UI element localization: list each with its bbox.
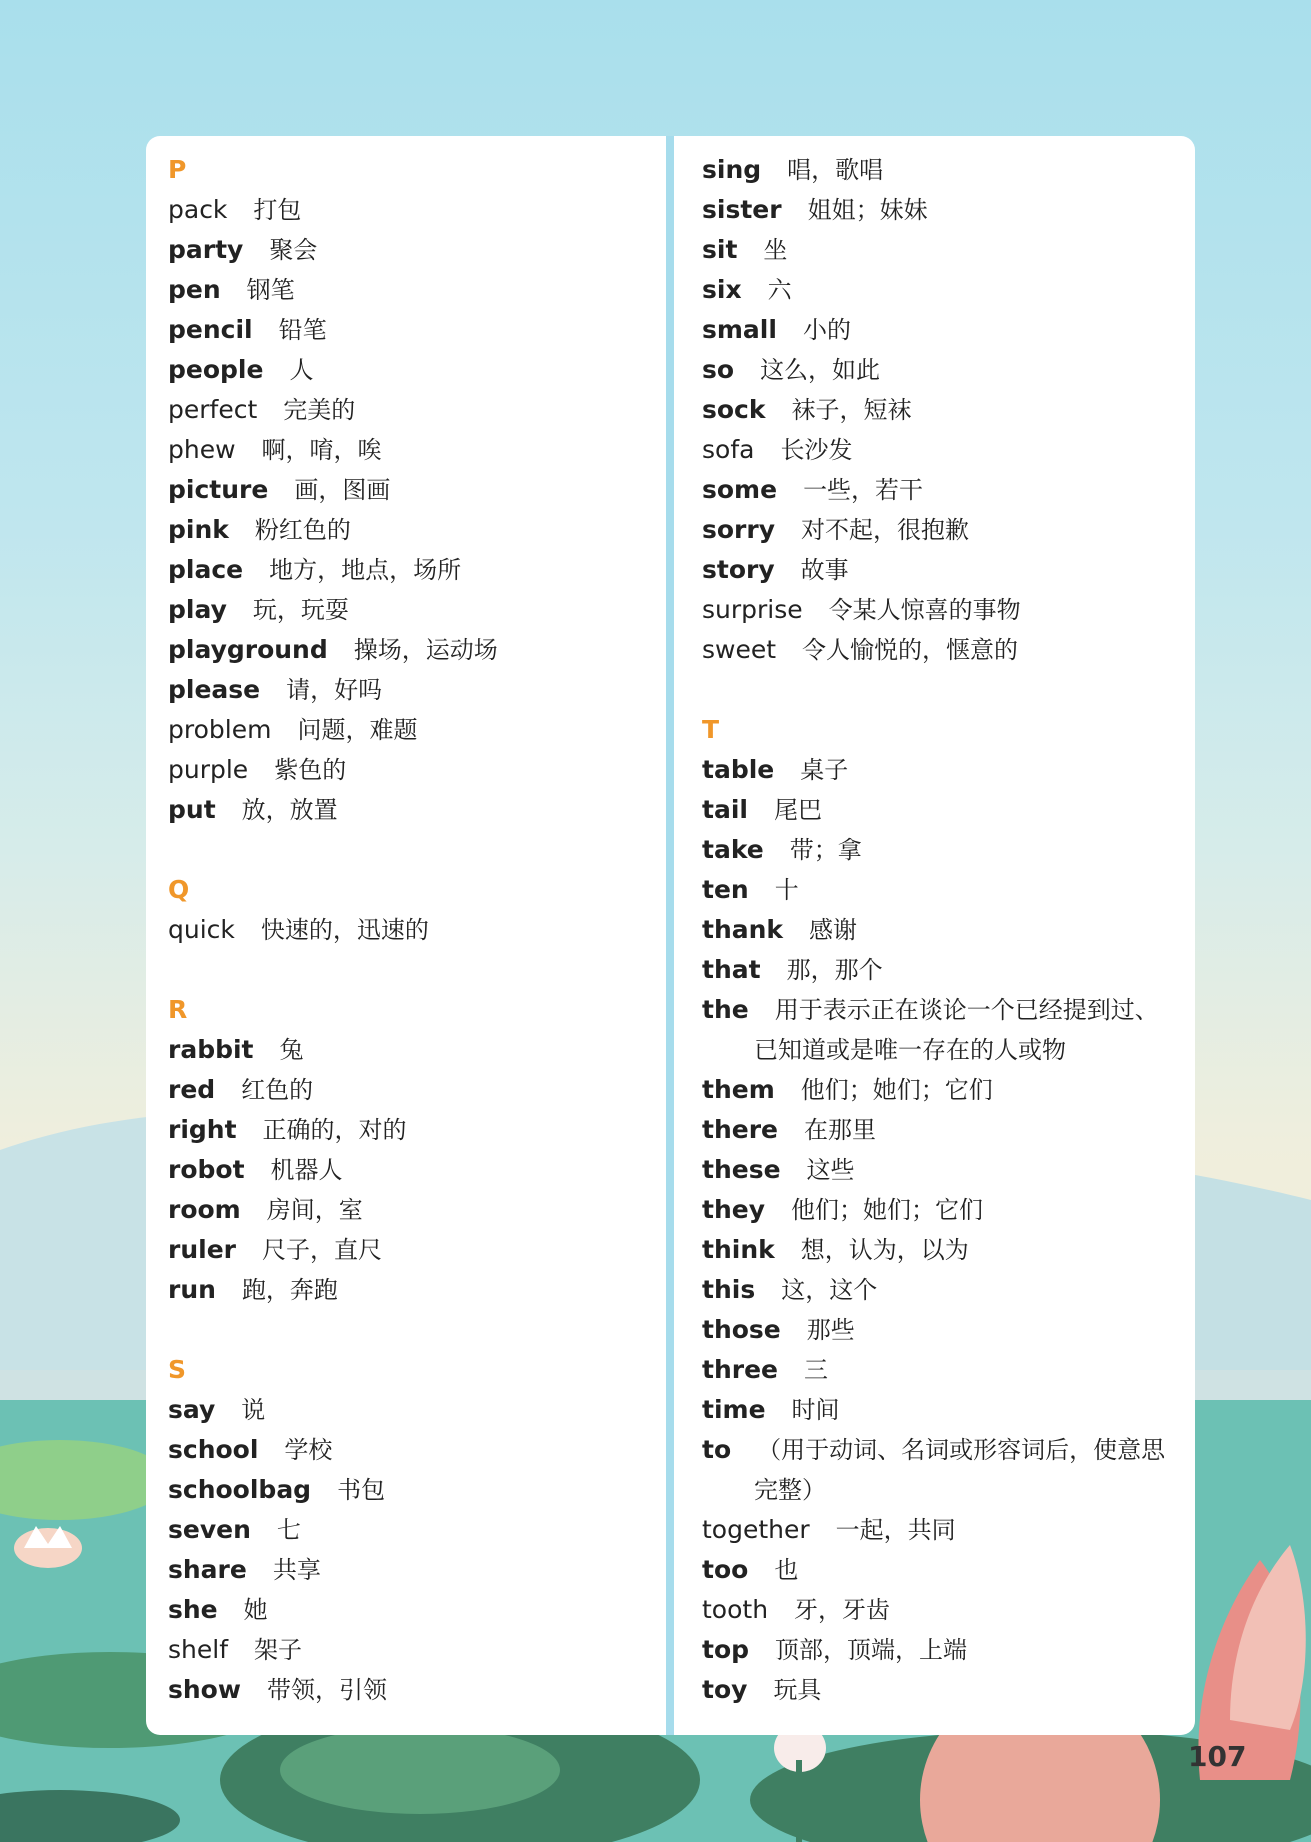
entry-meaning: 姐姐；妹妹: [807, 196, 928, 224]
entry-word: top: [702, 1635, 750, 1664]
entry-meaning: 三: [804, 1356, 828, 1384]
entry-meaning: 打包: [253, 196, 302, 224]
entry-meaning: 紫色的: [274, 756, 347, 784]
entry-meaning: 快速的，迅速的: [260, 916, 429, 944]
entry-meaning: 在那里: [804, 1116, 876, 1144]
right-column: [702, 150, 1172, 1710]
entry-some: [702, 470, 1172, 510]
entry-meaning: 他们；她们；它们: [800, 1076, 993, 1104]
entry-they: [702, 1190, 1172, 1230]
entry-meaning: 铅笔: [278, 316, 327, 344]
entry-word: put: [168, 795, 216, 824]
entry-red: [168, 1070, 648, 1110]
entry-meaning: 对不起，很抱歉: [801, 516, 970, 544]
entry-room: [168, 1190, 648, 1230]
entry-meaning: 桌子: [800, 756, 849, 784]
entry-meaning: （用于动词、名词或形容词后，使意思: [757, 1436, 1166, 1464]
entry-meaning-continued: 已知道或是唯一存在的人或物: [754, 1036, 1066, 1064]
entry-word: seven: [168, 1515, 251, 1544]
entry-word: some: [702, 475, 778, 504]
entry-word: tooth: [702, 1595, 769, 1624]
entry-robot: [168, 1150, 648, 1190]
entry-pencil: [168, 310, 648, 350]
entry-play: [168, 590, 648, 630]
entry-sister: [702, 190, 1172, 230]
entry-word: they: [702, 1195, 766, 1224]
entry-word: surprise: [702, 595, 803, 624]
entry-small: [702, 310, 1172, 350]
entry-word: place: [168, 555, 244, 584]
entry-shelf: [168, 1630, 648, 1670]
entry-meaning: 令人愉悦的，惬意的: [802, 636, 1019, 664]
entry-meaning: 长沙发: [780, 436, 853, 464]
entry-this: [702, 1270, 1172, 1310]
entry-that: [702, 950, 1172, 990]
entry-too: [702, 1550, 1172, 1590]
entry-word: table: [702, 755, 775, 784]
entry-meaning: 兔: [279, 1036, 304, 1064]
entry-to: [702, 1430, 1172, 1510]
entry-meaning: 十: [774, 876, 799, 904]
entry-meaning: 那，那个: [786, 956, 883, 984]
entry-meaning: 地方，地点，场所: [269, 556, 462, 584]
entry-meaning: 感谢: [809, 916, 858, 944]
entry-word: quick: [168, 915, 235, 944]
entry-purple: [168, 750, 648, 790]
entry-word: please: [168, 675, 261, 704]
entry-meaning: 玩具: [773, 1676, 822, 1704]
entry-meaning: 唱，歌唱: [787, 156, 884, 184]
entry-those: [702, 1310, 1172, 1350]
entry-word: sing: [702, 155, 762, 184]
entry-meaning: 放，放置: [241, 796, 338, 824]
entry-quick: [168, 910, 648, 950]
entry-top: [702, 1630, 1172, 1670]
entry-meaning: 坐: [763, 236, 788, 264]
entry-word: play: [168, 595, 227, 624]
entry-place: [168, 550, 648, 590]
entry-meaning: 画，图画: [294, 476, 391, 504]
column-divider: [666, 136, 674, 1735]
entry-word: that: [702, 955, 761, 984]
entry-meaning: 架子: [254, 1636, 302, 1664]
page-number: 107: [1188, 1740, 1247, 1773]
left-column: [168, 150, 648, 1710]
entry-word: six: [702, 275, 742, 304]
entry-meaning: 钢笔: [246, 276, 295, 304]
entry-meaning: 七: [276, 1516, 301, 1544]
entry-word: the: [702, 995, 749, 1024]
entry-meaning: 尺子，直尺: [261, 1236, 382, 1264]
entry-word: say: [168, 1395, 216, 1424]
entry-playground: [168, 630, 648, 670]
entry-ten: [702, 870, 1172, 910]
entry-word: ruler: [168, 1235, 236, 1264]
entry-word: think: [702, 1235, 775, 1264]
entry-problem: [168, 710, 648, 750]
entry-rabbit: [168, 1030, 648, 1070]
entry-word: this: [702, 1275, 756, 1304]
entry-meaning: 操场，运动场: [353, 636, 498, 664]
entry-she: [168, 1590, 648, 1630]
entry-meaning: 小的: [802, 316, 851, 344]
entry-meaning: 啊，唷，唉: [261, 436, 382, 464]
entry-word: playground: [168, 635, 328, 664]
entry-the: [702, 990, 1172, 1070]
entry-meaning: 问题，难题: [297, 716, 418, 744]
entry-meaning-continued: 完整）: [754, 1476, 826, 1504]
section-letter-p: P: [168, 155, 187, 184]
entry-table: [702, 750, 1172, 790]
entry-word: there: [702, 1115, 778, 1144]
entry-meaning: 红色的: [241, 1076, 314, 1104]
entry-meaning: 完美的: [283, 396, 356, 424]
entry-word: school: [168, 1435, 259, 1464]
entry-word: rabbit: [168, 1035, 254, 1064]
entry-word: sister: [702, 195, 782, 224]
entry-meaning: 人: [289, 356, 314, 384]
entry-people: [168, 350, 648, 390]
entry-word: pack: [168, 195, 228, 224]
entry-word: those: [702, 1315, 781, 1344]
entry-surprise: [702, 590, 1172, 630]
entry-pen: [168, 270, 648, 310]
section-letter-t: T: [702, 715, 720, 744]
entry-meaning: 想，认为，以为: [800, 1236, 969, 1264]
entry-meaning: 玩，玩耍: [252, 596, 349, 624]
entry-word: to: [702, 1435, 732, 1464]
entry-meaning: 带；拿: [789, 836, 862, 864]
entry-show: [168, 1670, 648, 1710]
entry-word: schoolbag: [168, 1475, 312, 1504]
entry-word: show: [168, 1675, 241, 1704]
entry-picture: [168, 470, 648, 510]
entry-right: [168, 1110, 648, 1150]
entry-these: [702, 1150, 1172, 1190]
entry-meaning: 粉红色的: [254, 516, 351, 544]
entry-word: sofa: [702, 435, 755, 464]
entry-meaning: 这，这个: [781, 1276, 878, 1304]
entry-word: time: [702, 1395, 766, 1424]
entry-word: share: [168, 1555, 247, 1584]
entry-sorry: [702, 510, 1172, 550]
entry-tooth: [702, 1590, 1172, 1630]
entry-together: [702, 1510, 1172, 1550]
entry-word: she: [168, 1595, 218, 1624]
entry-sing: [702, 150, 1172, 190]
entry-please: [168, 670, 648, 710]
entry-story: [702, 550, 1172, 590]
entry-meaning: 牙，牙齿: [794, 1596, 891, 1624]
entry-word: purple: [168, 755, 249, 784]
entry-three: [702, 1350, 1172, 1390]
entry-word: sit: [702, 235, 738, 264]
entry-word: these: [702, 1155, 781, 1184]
entry-word: sorry: [702, 515, 776, 544]
entry-meaning: 房间，室: [266, 1196, 363, 1224]
entry-word: right: [168, 1115, 237, 1144]
entry-meaning: 袜子，短袜: [791, 396, 912, 424]
entry-time: [702, 1390, 1172, 1430]
entry-word: sweet: [702, 635, 777, 664]
entry-school: [168, 1430, 648, 1470]
entry-meaning: 用于表示正在谈论一个已经提到过、: [774, 996, 1159, 1024]
entry-word: problem: [168, 715, 272, 744]
entry-run: [168, 1270, 648, 1310]
entry-word: pencil: [168, 315, 253, 344]
entry-pack: [168, 190, 648, 230]
entry-meaning: 一些，若干: [803, 476, 924, 504]
entry-sweet: [702, 630, 1172, 670]
entry-word: tail: [702, 795, 748, 824]
entry-share: [168, 1550, 648, 1590]
entry-meaning: 尾巴: [773, 796, 822, 824]
entry-meaning: 书包: [337, 1476, 386, 1504]
entry-word: small: [702, 315, 777, 344]
entry-word: phew: [168, 435, 236, 464]
entry-word: thank: [702, 915, 784, 944]
entry-ruler: [168, 1230, 648, 1270]
entry-perfect: [168, 390, 648, 430]
entry-word: robot: [168, 1155, 245, 1184]
entry-sofa: [702, 430, 1172, 470]
entry-meaning: 共享: [272, 1556, 321, 1584]
entry-meaning: 机器人: [270, 1156, 343, 1184]
entry-meaning: 学校: [284, 1436, 333, 1464]
entry-schoolbag: [168, 1470, 648, 1510]
entry-think: [702, 1230, 1172, 1270]
entry-word: shelf: [168, 1635, 228, 1664]
entry-sock: [702, 390, 1172, 430]
entry-meaning: 那些: [806, 1316, 855, 1344]
entry-phew: [168, 430, 648, 470]
entry-meaning: 时间: [791, 1396, 840, 1424]
section-letter-q: Q: [168, 875, 190, 904]
entry-word: three: [702, 1355, 778, 1384]
entry-word: party: [168, 235, 244, 264]
entry-word: pen: [168, 275, 221, 304]
entry-meaning: 带领，引领: [266, 1676, 387, 1704]
entry-meaning: 请，好吗: [286, 676, 383, 704]
entry-there: [702, 1110, 1172, 1150]
entry-say: [168, 1390, 648, 1430]
entry-word: so: [702, 355, 735, 384]
entry-meaning: 跑，奔跑: [241, 1276, 338, 1304]
entry-word: take: [702, 835, 764, 864]
entry-meaning: 说: [241, 1396, 266, 1424]
entry-pink: [168, 510, 648, 550]
entry-meaning: 一起，共同: [835, 1516, 956, 1544]
entry-take: [702, 830, 1172, 870]
entry-so: [702, 350, 1172, 390]
entry-word: ten: [702, 875, 749, 904]
entry-seven: [168, 1510, 648, 1550]
entry-meaning: 这么，如此: [760, 356, 881, 384]
entry-sit: [702, 230, 1172, 270]
entry-word: room: [168, 1195, 241, 1224]
entry-word: story: [702, 555, 775, 584]
glossary-card: [146, 136, 1195, 1735]
entry-word: run: [168, 1275, 216, 1304]
entry-meaning: 故事: [800, 556, 849, 584]
entry-meaning: 也: [774, 1556, 799, 1584]
entry-meaning: 他们；她们；它们: [791, 1196, 984, 1224]
entry-party: [168, 230, 648, 270]
entry-tail: [702, 790, 1172, 830]
entry-meaning: 顶部，顶端，上端: [775, 1636, 968, 1664]
entry-word: together: [702, 1515, 810, 1544]
entry-meaning: 聚会: [269, 236, 318, 264]
entry-meaning: 她: [243, 1596, 268, 1624]
entry-meaning: 令某人惊喜的事物: [828, 596, 1021, 624]
entry-meaning: 这些: [806, 1156, 855, 1184]
entry-put: [168, 790, 648, 830]
entry-word: pink: [168, 515, 229, 544]
section-letter-s: S: [168, 1355, 187, 1384]
section-letter-r: R: [168, 995, 188, 1024]
entry-meaning: 正确的，对的: [262, 1116, 407, 1144]
entry-meaning: 六: [767, 276, 792, 304]
entry-toy: [702, 1670, 1172, 1710]
entry-them: [702, 1070, 1172, 1110]
entry-word: people: [168, 355, 264, 384]
entry-thank: [702, 910, 1172, 950]
entry-word: too: [702, 1555, 749, 1584]
entry-word: sock: [702, 395, 766, 424]
entry-word: picture: [168, 475, 269, 504]
entry-word: them: [702, 1075, 775, 1104]
entry-word: red: [168, 1075, 216, 1104]
entry-word: perfect: [168, 395, 258, 424]
entry-word: toy: [702, 1675, 748, 1704]
entry-six: [702, 270, 1172, 310]
